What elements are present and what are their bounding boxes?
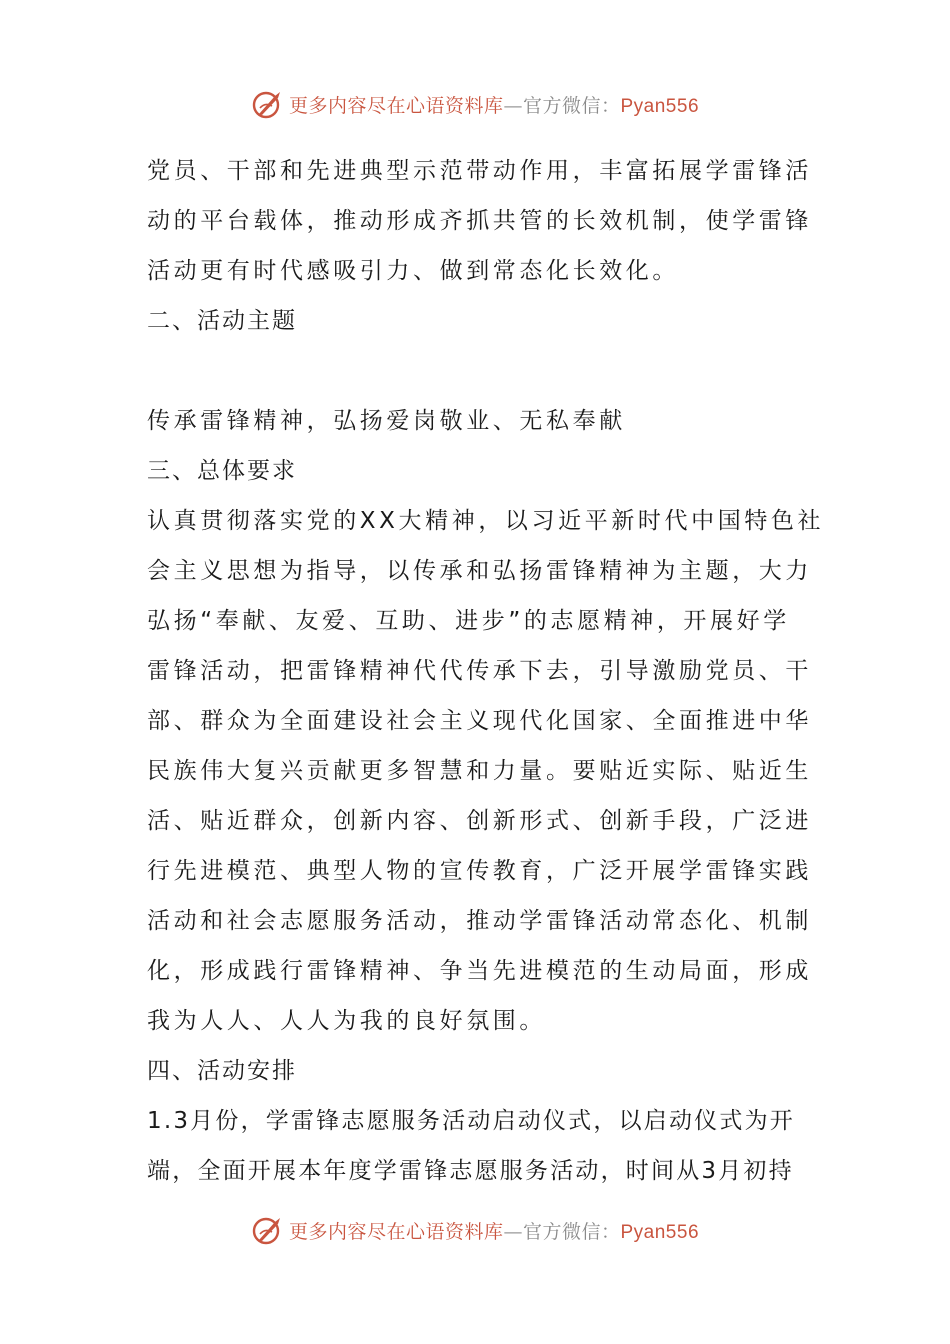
pen-logo-icon [251, 87, 285, 121]
pen-logo-icon [251, 1213, 285, 1247]
body-line-13: 民族伟大复兴贡献更多智慧和力量。要贴近实际、贴近生 [147, 758, 812, 784]
body-line-1: 党员、干部和先进典型示范带动作用，丰富拓展学雷锋活 [147, 158, 812, 184]
banner-wechat-label: 官方微信： [522, 1220, 621, 1243]
banner-dash: — [503, 1220, 523, 1243]
section-heading-arrangement: 四、活动安排 [147, 1058, 297, 1084]
banner-text: 更多内容尽在心语资料库 [288, 94, 504, 117]
banner-wechat-label: 官方微信： [522, 94, 621, 117]
section-heading-requirements: 三、总体要求 [147, 458, 297, 484]
body-line-21: 端，全面开展本年度学雷锋志愿服务活动，时间从3月初持 [147, 1158, 794, 1184]
body-line-3: 活动更有时代感吸引力、做到常态化长效化。 [147, 258, 679, 284]
banner-text: 更多内容尽在心语资料库 [288, 1220, 504, 1243]
theme-text: 传承雷锋精神，弘扬爱岗敬业、无私奉献 [147, 408, 626, 434]
body-line-14: 活、贴近群众，创新内容、创新形式、创新手段，广泛进 [147, 808, 812, 834]
document-body [147, 146, 825, 1196]
body-line-10: 弘扬“奉献、友爱、互助、进步”的志愿精神，开展好学 [147, 608, 790, 634]
body-line-12: 部、群众为全面建设社会主义现代化国家、全面推进中华 [147, 708, 812, 734]
blank-spacer [147, 346, 807, 396]
header-watermark-banner [0, 84, 950, 124]
body-line-16: 活动和社会志愿服务活动，推动学雷锋活动常态化、机制 [147, 908, 812, 934]
body-line-20: 1.3月份，学雷锋志愿服务活动启动仪式，以启动仪式为开 [147, 1108, 795, 1134]
body-line-8: 认真贯彻落实党的XX大精神，以习近平新时代中国特色社 [147, 508, 825, 534]
body-line-18: 我为人人、人人为我的良好氛围。 [147, 1008, 546, 1034]
banner-dash: — [503, 94, 523, 117]
body-line-9: 会主义思想为指导，以传承和弘扬雷锋精神为主题，大力 [147, 558, 812, 584]
footer-watermark-banner [0, 1210, 950, 1250]
body-line-15: 行先进模范、典型人物的宣传教育，广泛开展学雷锋实践 [147, 858, 812, 884]
body-line-2: 动的平台载体，推动形成齐抓共管的长效机制，使学雷锋 [147, 208, 812, 234]
banner-wechat-id: Pyan556 [620, 1221, 700, 1243]
body-line-17: 化，形成践行雷锋精神、争当先进模范的生动局面，形成 [147, 958, 812, 984]
section-heading-theme: 二、活动主题 [147, 308, 297, 334]
body-line-11: 雷锋活动，把雷锋精神代代传承下去，引导激励党员、干 [147, 658, 812, 684]
banner-wechat-id: Pyan556 [620, 95, 700, 117]
